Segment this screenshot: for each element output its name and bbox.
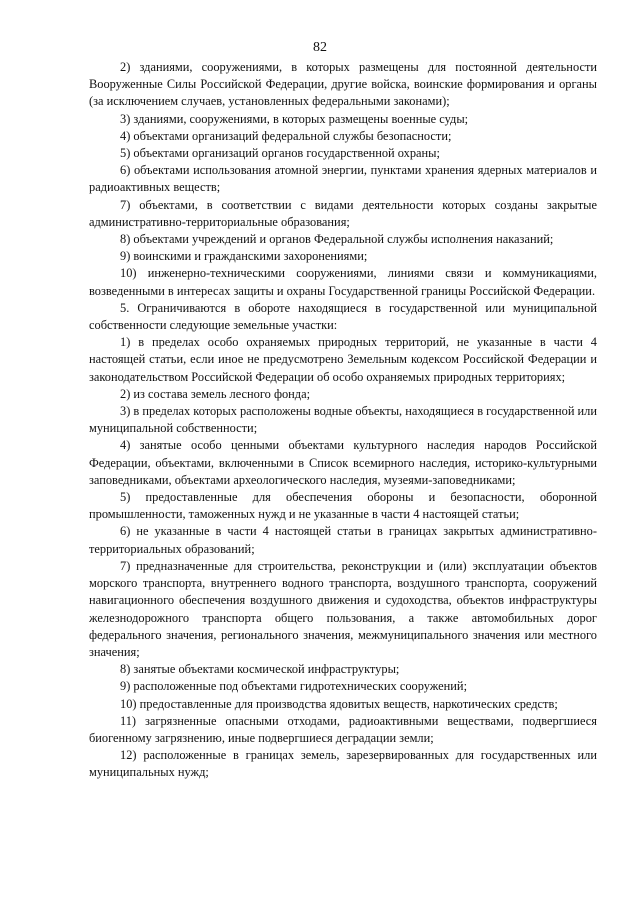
- paragraph: 11) загрязненные опасными отходами, радиоактивными веществами, подвергшиеся биогенному загрязнению, иные подвергшиеся деградации земли;: [89, 713, 597, 745]
- paragraph: 10) инженерно-техническими сооружениями, линиями связи и коммуникациями, возведенными в интересах защиты и охраны Государственной границы Российской Федерации.: [89, 266, 597, 298]
- paragraph: 5) предоставленные для обеспечения обороны и безопасности, оборонной промышленности, таможенных нужд и не указанные в части 4 настоящей статьи;: [89, 490, 597, 522]
- paragraph: 3) в пределах которых расположены водные объекты, находящиеся в государственной или муниципальной собственности;: [89, 404, 597, 436]
- paragraph: 7) объектами, в соответствии с видами деятельности которых созданы закрытые административно-территориальные образования;: [89, 197, 597, 229]
- paragraph: 10) предоставленные для производства ядовитых веществ, наркотических средств;: [120, 696, 558, 711]
- paragraph: 2) зданиями, сооружениями, в которых размещены для постоянной деятельности Вооруженные Силы Российской Федерации, другие войска, воинские формирования и органы (за исключением случаев, установленных федеральными законами);: [89, 60, 597, 109]
- paragraph: 9) воинскими и гражданскими захоронениями;: [120, 249, 368, 264]
- document-body: [89, 59, 597, 782]
- paragraph: 12) расположенные в границах земель, зарезервированных для государственных или муниципальных нужд;: [89, 748, 597, 780]
- paragraph: 6) объектами использования атомной энергии, пунктами хранения ядерных материалов и радиоактивных веществ;: [89, 163, 597, 195]
- paragraph: 7) предназначенные для строительства, реконструкции и (или) эксплуатации объектов морского транспорта, внутреннего водного транспорта, воздушного транспорта, сооружений навигационного обеспечения воздушного движения и судоходства, объектов инфраструктуры железнодорожного транспорта общего пользования, а также автомобильных дорог федерального значения, регионального значения, межмуниципального значения или местного значения;: [89, 558, 597, 659]
- page-number: 82: [313, 40, 327, 55]
- paragraph: 8) занятые объектами космической инфраструктуры;: [120, 662, 400, 677]
- paragraph: 5. Ограничиваются в обороте находящиеся в государственной или муниципальной собственности следующие земельные участки:: [89, 300, 597, 333]
- paragraph: 5) объектами организаций органов государственной охраны;: [120, 146, 440, 161]
- paragraph: 4) объектами организаций федеральной службы безопасности;: [120, 128, 452, 143]
- paragraph: 3) зданиями, сооружениями, в которых размещены военные суды;: [120, 111, 469, 126]
- paragraph: 1) в пределах особо охраняемых природных территорий, не указанные в части 4 настоящей статьи, если иное не предусмотрено Земельным кодексом Российской Федерации и законодательством Российской Федерации об особо охраняемых природных территориях;: [89, 335, 597, 384]
- paragraph: 8) объектами учреждений и органов Федеральной службы исполнения наказаний;: [120, 232, 554, 247]
- paragraph: 4) занятые особо ценными объектами культурного наследия народов Российской Федерации, объектами, включенными в Список всемирного наследия, историко-культурными заповедниками, объектами археологического наследия, музеями-заповедниками;: [89, 438, 597, 487]
- paragraph: 2) из состава земель лесного фонда;: [120, 386, 311, 401]
- paragraph: 9) расположенные под объектами гидротехнических сооружений;: [120, 679, 468, 694]
- paragraph: 6) не указанные в части 4 настоящей статьи в границах закрытых административно-территориальных образований;: [89, 524, 597, 556]
